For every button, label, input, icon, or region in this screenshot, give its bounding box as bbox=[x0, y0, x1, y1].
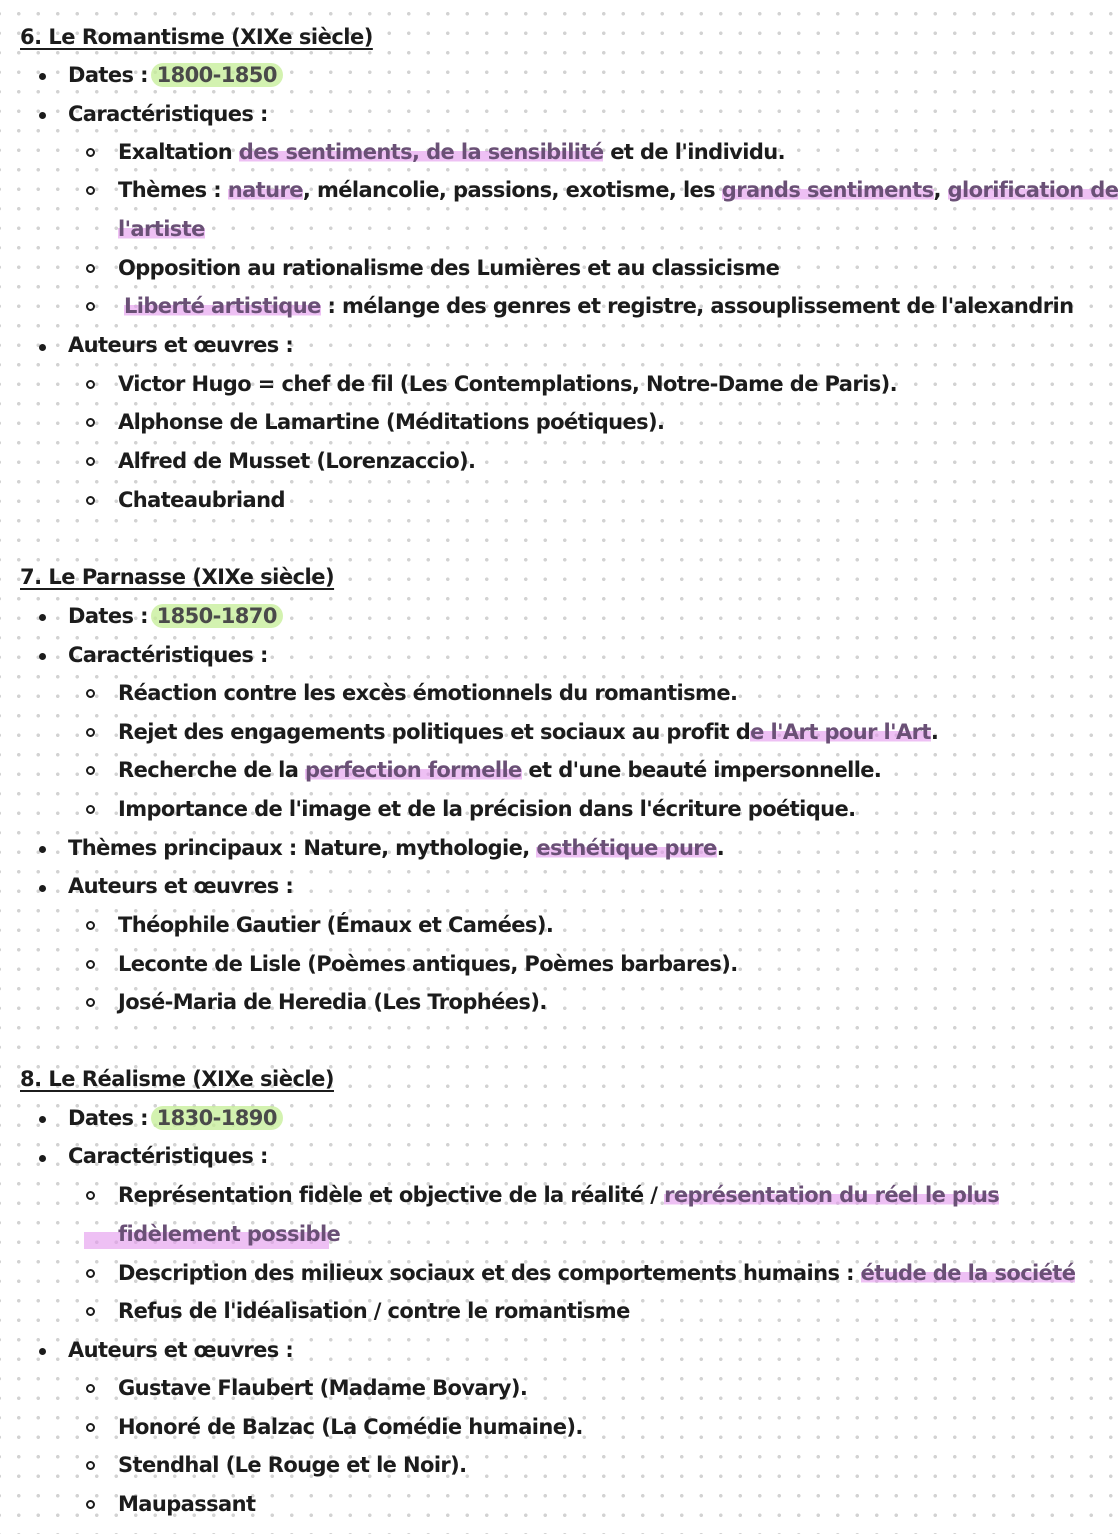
auteur-item: Alphonse de Lamartine (Méditations poétiques). bbox=[118, 410, 665, 434]
caracteristique-item: Recherche de la perfection formelle et d'une beauté impersonnelle. bbox=[118, 758, 882, 782]
auteur-item: Gustave Flaubert (Madame Bovary). bbox=[118, 1376, 528, 1400]
caracteristique-item: Exaltation des sentiments, de la sensibilité et de l'individu. bbox=[118, 140, 786, 164]
sub-bullet-icon bbox=[86, 728, 95, 737]
sub-bullet-icon bbox=[86, 689, 95, 698]
section-title-parnasse: 7. Le Parnasse (XIXe siècle) bbox=[20, 565, 335, 589]
bullet-icon bbox=[39, 344, 46, 351]
themes-row: Thèmes principaux : Nature, mythologie, esthétique pure. bbox=[68, 836, 725, 860]
auteur-item: Leconte de Lisle (Poèmes antiques, Poèmes barbares). bbox=[118, 952, 738, 976]
dates-row: Dates : 1830-1890 bbox=[68, 1099, 283, 1137]
auteurs-label: Auteurs et œuvres : bbox=[68, 1338, 294, 1362]
sub-bullet-icon bbox=[86, 921, 95, 930]
bullet-icon bbox=[39, 1155, 46, 1162]
section-title-romantisme: 6. Le Romantisme (XIXe siècle) bbox=[20, 25, 373, 49]
sub-bullet-icon bbox=[86, 998, 95, 1007]
bullet-icon bbox=[39, 73, 46, 80]
dates-row: Dates : 1800-1850 bbox=[68, 56, 283, 94]
sub-bullet-icon bbox=[86, 186, 95, 195]
sub-bullet-icon bbox=[86, 1461, 95, 1470]
bullet-icon bbox=[39, 1348, 46, 1355]
auteur-item: Maupassant bbox=[118, 1492, 256, 1516]
bullet-icon bbox=[39, 885, 46, 892]
sub-bullet-icon bbox=[86, 1269, 95, 1278]
dates-value: 1850-1870 bbox=[151, 604, 283, 628]
auteur-item: Stendhal (Le Rouge et le Noir). bbox=[118, 1453, 467, 1477]
sub-bullet-icon bbox=[86, 1500, 95, 1509]
sub-bullet-icon bbox=[86, 418, 95, 427]
sub-bullet-icon bbox=[86, 302, 95, 311]
auteur-item: José-Maria de Heredia (Les Trophées). bbox=[118, 990, 547, 1014]
sub-bullet-icon bbox=[86, 148, 95, 157]
caracteristique-item-continuation: l'artiste bbox=[118, 217, 205, 241]
auteurs-label: Auteurs et œuvres : bbox=[68, 874, 294, 898]
caracteristiques-label: Caractéristiques : bbox=[68, 102, 268, 126]
auteur-item: Chateaubriand bbox=[118, 488, 285, 512]
auteurs-label: Auteurs et œuvres : bbox=[68, 333, 294, 357]
section-title-realisme: 8. Le Réalisme (XIXe siècle) bbox=[20, 1067, 334, 1091]
dates-value: 1830-1890 bbox=[151, 1106, 283, 1130]
dates-value: 1800-1850 bbox=[151, 63, 283, 87]
bullet-icon bbox=[39, 1116, 46, 1123]
caracteristique-item: Thèmes : nature, mélancolie, passions, exotisme, les grands sentiments, glorification de bbox=[118, 178, 1118, 202]
caracteristiques-label: Caractéristiques : bbox=[68, 643, 268, 667]
bullet-icon bbox=[39, 846, 46, 853]
caracteristique-item: Refus de l'idéalisation / contre le romantisme bbox=[118, 1299, 630, 1323]
bullet-icon bbox=[39, 614, 46, 621]
caracteristique-item: Liberté artistique : mélange des genres et registre, assouplissement de l'alexandrin bbox=[124, 294, 1074, 318]
bullet-icon bbox=[39, 653, 46, 660]
bullet-icon bbox=[39, 112, 46, 119]
sub-bullet-icon bbox=[86, 457, 95, 466]
caracteristique-item: Représentation fidèle et objective de la réalité / représentation du réel le plus bbox=[118, 1183, 1000, 1207]
caracteristique-item: Description des milieux sociaux et des comportements humains : étude de la société bbox=[118, 1261, 1076, 1285]
caracteristique-item: Opposition au rationalisme des Lumières et au classicisme bbox=[118, 256, 780, 280]
sub-bullet-icon bbox=[86, 1384, 95, 1393]
auteur-item: Alfred de Musset (Lorenzaccio). bbox=[118, 449, 476, 473]
auteur-item: Victor Hugo = chef de fil (Les Contemplations, Notre-Dame de Paris). bbox=[118, 372, 897, 396]
auteur-item: Théophile Gautier (Émaux et Camées). bbox=[118, 913, 554, 937]
sub-bullet-icon bbox=[86, 1191, 95, 1200]
caracteristiques-label: Caractéristiques : bbox=[68, 1144, 268, 1168]
sub-bullet-icon bbox=[86, 1307, 95, 1316]
caracteristique-item: Importance de l'image et de la précision dans l'écriture poétique. bbox=[118, 797, 856, 821]
sub-bullet-icon bbox=[86, 766, 95, 775]
sub-bullet-icon bbox=[86, 496, 95, 505]
sub-bullet-icon bbox=[86, 264, 95, 273]
sub-bullet-icon bbox=[86, 960, 95, 969]
sub-bullet-icon bbox=[86, 805, 95, 814]
dates-row: Dates : 1850-1870 bbox=[68, 597, 283, 635]
sub-bullet-icon bbox=[86, 380, 95, 389]
caracteristique-item-continuation: fidèlement possible bbox=[84, 1215, 340, 1253]
caracteristique-item: Rejet des engagements politiques et sociaux au profit de l'Art pour l'Art. bbox=[118, 720, 939, 744]
auteur-item: Honoré de Balzac (La Comédie humaine). bbox=[118, 1415, 583, 1439]
sub-bullet-icon bbox=[86, 1423, 95, 1432]
caracteristique-item: Réaction contre les excès émotionnels du romantisme. bbox=[118, 681, 738, 705]
